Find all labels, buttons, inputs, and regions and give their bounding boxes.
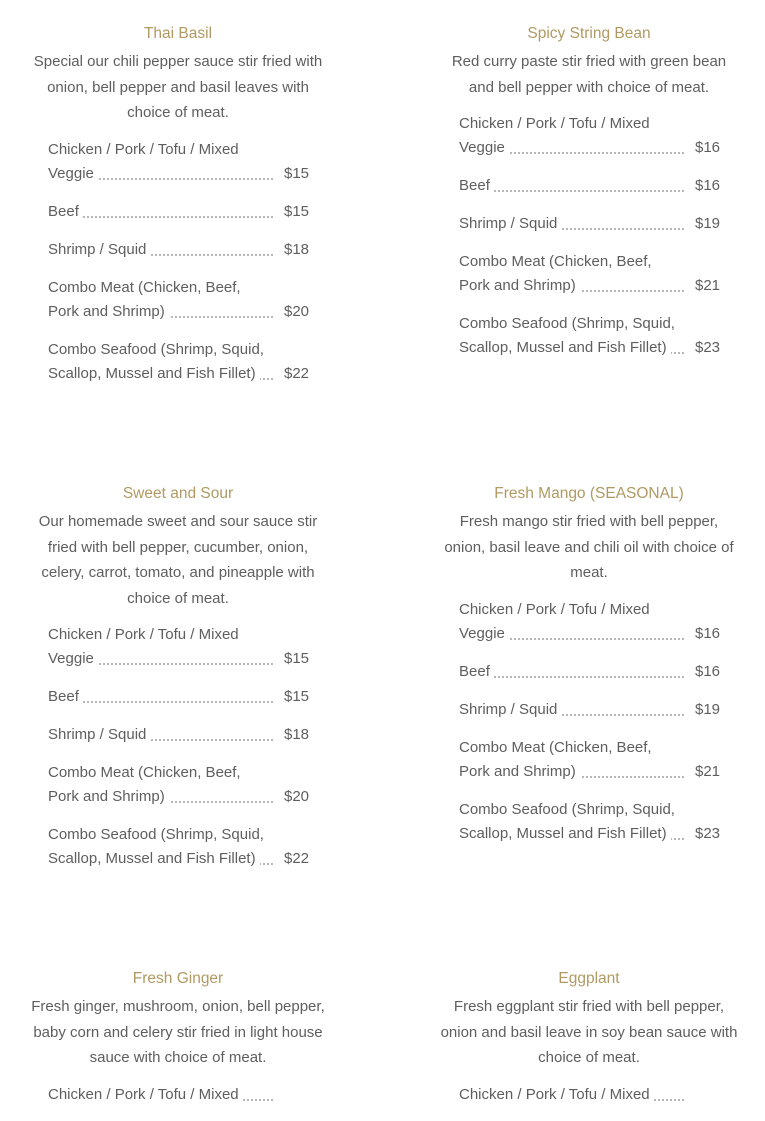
item-price: $23 (695, 339, 721, 356)
item-name: Beef (459, 663, 494, 680)
item-price: $20 (284, 302, 310, 320)
item-price: $20 (284, 788, 310, 805)
section-description: Special our chili pepper sauce stir fried with onion, bell pepper and basil leaves with choice of meat. (33, 53, 323, 121)
menu-item (459, 250, 723, 298)
item-price: $16 (695, 139, 721, 156)
item-price: $19 (695, 700, 721, 718)
item-list (28, 623, 312, 871)
menu-item (459, 660, 723, 684)
item-list (28, 138, 312, 386)
item-price: $21 (695, 762, 721, 780)
menu-item (48, 1083, 312, 1107)
item-name: Shrimp / Squid (48, 726, 150, 743)
menu-section-eggplant (439, 969, 739, 1121)
item-price: $16 (695, 662, 721, 680)
item-price: $23 (695, 824, 721, 842)
section-title: Fresh Ginger (132, 970, 224, 987)
item-name: Beef (459, 177, 494, 194)
item-name: Shrimp / Squid (459, 701, 561, 718)
menu-item (48, 200, 312, 224)
menu-item (48, 685, 312, 709)
menu-item (48, 823, 312, 871)
item-name: Combo Meat (Chicken, Beef, Pork and Shrimp) (48, 278, 241, 320)
item-name: Beef (48, 688, 83, 705)
section-description: Fresh ginger, mushroom, onion, bell pepper, baby corn and celery stir fried in light house sauce with choice of meat. (31, 998, 325, 1066)
menu-item (459, 798, 723, 846)
menu-item (48, 723, 312, 747)
item-name: Combo Meat (Chicken, Beef, Pork and Shrimp) (459, 738, 652, 780)
menu-section-fresh-mango (439, 484, 739, 860)
menu-item (48, 238, 312, 262)
menu-item (459, 112, 723, 160)
menu-item (48, 761, 312, 809)
section-title: Eggplant (558, 970, 620, 987)
item-price: $15 (284, 164, 310, 182)
section-description: Our homemade sweet and sour sauce stir fried with bell pepper, cucumber, onion, celery, carrot, tomato, and pineapple with choice of meat. (38, 513, 318, 607)
item-price: $16 (695, 624, 721, 642)
section-title: Sweet and Sour (122, 485, 234, 502)
section-title: Fresh Mango (SEASONAL) (494, 485, 684, 502)
section-description: Fresh eggplant stir fried with bell pepper, onion and basil leave in soy bean sauce with choice of meat. (440, 998, 738, 1066)
menu-item (48, 138, 312, 186)
item-list (439, 1083, 723, 1107)
item-name: Chicken / Pork / Tofu / Mixed Veggie (48, 626, 239, 667)
menu-item (459, 698, 723, 722)
item-name: Combo Seafood (Shrimp, Squid, Scallop, Mussel and Fish Fillet) (48, 340, 264, 382)
item-list (439, 598, 723, 846)
section-description: Fresh mango stir fried with bell pepper, onion, basil leave and chili oil with choice of meat. (444, 513, 734, 581)
item-name: Chicken / Pork / Tofu / Mixed Veggie (48, 140, 239, 182)
item-price: $18 (284, 726, 310, 743)
item-name: Combo Seafood (Shrimp, Squid, Scallop, Mussel and Fish Fillet) (48, 826, 264, 867)
menu-item (48, 338, 312, 386)
item-name: Combo Meat (Chicken, Beef, Pork and Shrimp) (459, 253, 652, 294)
item-price: $22 (284, 850, 310, 867)
menu-item (459, 312, 723, 360)
item-name: Combo Meat (Chicken, Beef, Pork and Shrimp) (48, 764, 241, 805)
item-price: $15 (284, 650, 310, 667)
menu-item (48, 276, 312, 324)
item-name: Shrimp / Squid (48, 241, 150, 258)
item-name: Chicken / Pork / Tofu / Mixed (48, 1086, 243, 1103)
item-list (28, 1083, 312, 1107)
item-name: Combo Seafood (Shrimp, Squid, Scallop, Mussel and Fish Fillet) (459, 800, 675, 842)
item-price: $15 (284, 202, 310, 220)
menu-section-fresh-ginger (28, 969, 328, 1121)
item-name: Combo Seafood (Shrimp, Squid, Scallop, Mussel and Fish Fillet) (459, 315, 675, 356)
menu-item (459, 212, 723, 236)
menu-item (459, 598, 723, 646)
menu-item (459, 1083, 723, 1107)
menu-section-thai-basil (28, 24, 328, 400)
item-price: $15 (284, 688, 310, 705)
menu-item (48, 623, 312, 671)
item-name: Chicken / Pork / Tofu / Mixed Veggie (459, 115, 650, 156)
item-price: $19 (695, 215, 721, 232)
item-price: $21 (695, 277, 721, 294)
item-name: Chicken / Pork / Tofu / Mixed (459, 1086, 654, 1103)
item-price: $18 (284, 240, 310, 258)
item-name: Chicken / Pork / Tofu / Mixed Veggie (459, 600, 650, 642)
menu-section-spicy-string-bean (439, 24, 739, 374)
menu-item (459, 736, 723, 784)
item-name: Beef (48, 203, 83, 220)
section-description: Red curry paste stir fried with green bean and bell pepper with choice of meat. (451, 53, 727, 96)
menu-section-sweet-and-sour (28, 484, 328, 885)
section-title: Spicy String Bean (527, 25, 651, 42)
section-title: Thai Basil (143, 25, 213, 42)
item-list (439, 112, 723, 360)
menu-item (459, 174, 723, 198)
item-price: $22 (284, 364, 310, 382)
item-name: Shrimp / Squid (459, 215, 561, 232)
item-price: $16 (695, 177, 721, 194)
